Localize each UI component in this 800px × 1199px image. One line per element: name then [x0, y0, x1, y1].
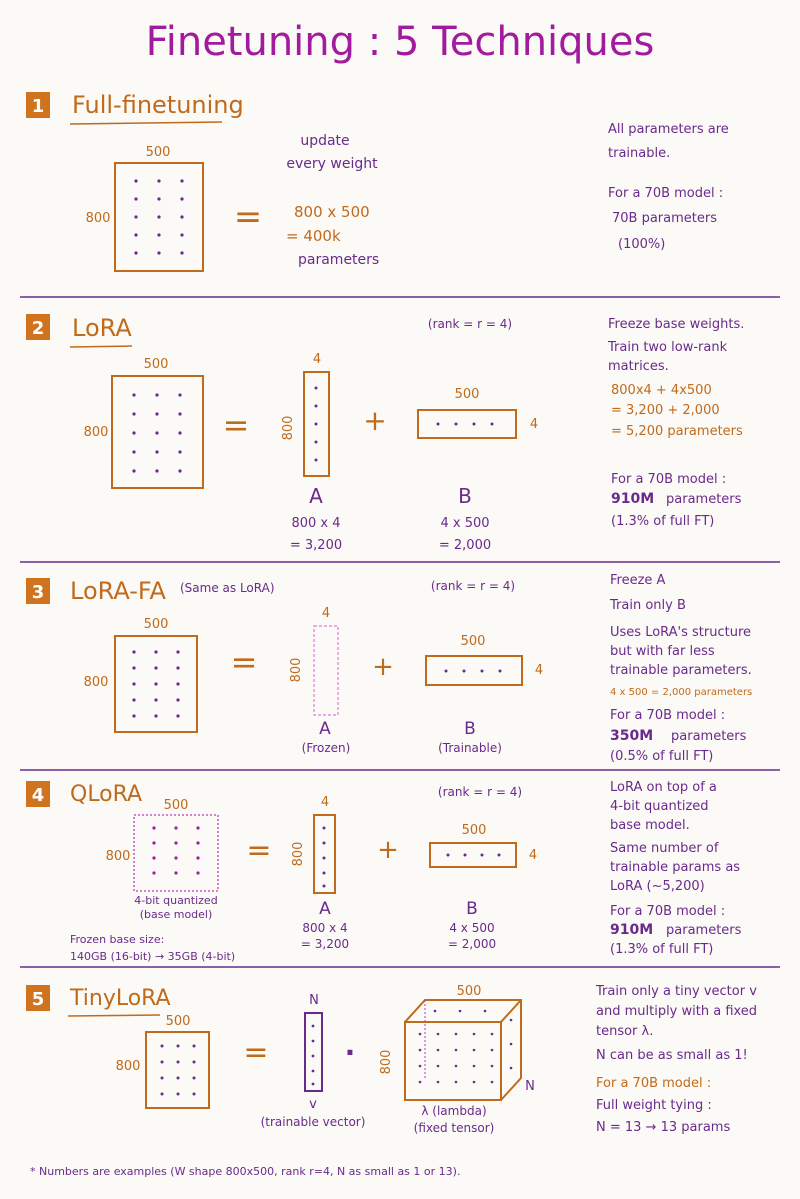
rank-note: (rank = r = 4) [427, 317, 513, 331]
A-label: A [309, 484, 323, 508]
matrix-dots [132, 650, 179, 717]
matrix-A-frozen [314, 626, 338, 715]
matrix-caption-1: 4-bit quantized [134, 894, 218, 907]
matrix-dots [152, 826, 199, 874]
A-calc-1: 800 x 4 [291, 516, 341, 531]
note-2: Train only B [610, 598, 686, 613]
note-9: parameters [666, 923, 742, 938]
section-qlora [26, 780, 742, 963]
A-caption: (Frozen) [301, 741, 351, 755]
vector-v-dots [312, 1025, 315, 1086]
B-label: B [458, 484, 472, 508]
B-top-label: 500 [454, 387, 480, 402]
matrix-B [430, 843, 516, 867]
note-1: All parameters are [608, 122, 729, 137]
B-calc-2: = 2,000 [438, 538, 492, 553]
section-number: 2 [31, 318, 45, 339]
note-4: 800x4 + 4x500 [611, 383, 712, 398]
note-7: For a 70B model : [610, 904, 726, 919]
matrix-rows-label: 800 [83, 425, 109, 440]
section-number: 3 [31, 582, 45, 603]
note-5: = 3,200 + 2,000 [611, 403, 720, 418]
section-name: TinyLoRA [70, 986, 171, 1011]
lambda-label: λ (lambda) [421, 1104, 487, 1118]
matrix-B-dots [445, 670, 502, 673]
A-label: A [319, 719, 331, 739]
note-4: but with far less [610, 644, 715, 659]
frozen-size-value: 140GB (16-bit) → 35GB (4-bit) [70, 950, 236, 963]
section-lora-fa [26, 573, 752, 764]
matrix-dots [161, 1045, 196, 1096]
B-caption: (Trainable) [438, 741, 502, 755]
matrix-cols-label: 500 [145, 145, 171, 160]
rank-note: (rank = r = 4) [437, 785, 523, 799]
B-top-label: 500 [461, 823, 487, 838]
section-subtitle: (Same as LoRA) [180, 581, 275, 595]
mid-line-5: parameters [298, 252, 380, 268]
note-5: trainable params as [610, 860, 741, 875]
matrix-B [426, 656, 522, 685]
mid-line-4: = 400k [286, 227, 341, 245]
equals-sign: = [243, 1035, 269, 1070]
note-10: (1.3% of full FT) [610, 942, 714, 957]
matrix-caption-2: (base model) [139, 908, 213, 921]
v-caption: (trainable vector) [260, 1115, 366, 1129]
section-number: 5 [31, 989, 45, 1010]
A-calc-2: = 3,200 [300, 937, 350, 951]
note-5: For a 70B model : [596, 1076, 712, 1091]
note-10: (1.3% of full FT) [611, 514, 715, 529]
equals-sign: = [222, 406, 250, 444]
plus-sign: + [377, 835, 399, 865]
A-calc-1: 800 x 4 [302, 921, 348, 935]
v-label: v [309, 1097, 317, 1112]
mid-line-1: update [300, 133, 350, 149]
note-8: 910M [611, 491, 655, 507]
B-top-label: 500 [460, 634, 486, 649]
matrix-cols-label: 500 [163, 798, 189, 813]
frozen-size-label: Frozen base size: [70, 933, 165, 946]
note-1: Freeze base weights. [608, 317, 745, 332]
B-side-label: 4 [534, 663, 544, 678]
note-4: 70B parameters [612, 211, 717, 226]
matrix-A-dots [315, 387, 318, 462]
matrix-B-dots [447, 854, 501, 857]
note-2: Train two low-rank [608, 340, 728, 355]
section-lora [26, 314, 744, 553]
note-3: tensor λ. [596, 1024, 654, 1039]
lambda-depth-label: N [525, 1079, 535, 1094]
note-10: (0.5% of full FT) [610, 749, 714, 764]
footnote: * Numbers are examples (W shape 800x500, rank r=4, N as small as 1 or 13). [30, 1165, 461, 1178]
section-tinylora [26, 984, 757, 1135]
B-label: B [466, 899, 478, 919]
name-underline [70, 346, 132, 347]
note-5: trainable parameters. [610, 663, 752, 678]
A-label: A [319, 899, 331, 919]
A-top-label: 4 [321, 606, 331, 621]
B-calc-1: 4 x 500 [440, 516, 490, 531]
page-title: Finetuning : 5 Techniques [145, 19, 655, 65]
matrix-dots [134, 179, 183, 254]
B-calc-1: 4 x 500 [449, 921, 495, 935]
note-6: LoRA (~5,200) [610, 879, 705, 894]
matrix-cols-label: 500 [143, 357, 169, 372]
section-name: LoRA-FA [70, 577, 166, 605]
note-2: trainable. [608, 146, 671, 161]
A-side-label: 800 [281, 415, 296, 441]
name-underline [68, 1015, 160, 1016]
lambda-tensor [405, 1000, 521, 1100]
note-1: Freeze A [610, 573, 666, 588]
section-name: Full-finetuning [72, 91, 244, 119]
section-name: QLoRA [70, 782, 143, 807]
matrix-dots [132, 393, 181, 472]
matrix-cols-label: 500 [165, 1014, 191, 1029]
A-top-label: 4 [320, 795, 330, 810]
note-4: Same number of [610, 841, 719, 856]
note-7: For a 70B model : [610, 708, 726, 723]
lambda-top-label: 500 [456, 984, 482, 999]
note-1: LoRA on top of a [610, 780, 717, 795]
note-1: Train only a tiny vector v [596, 984, 757, 999]
matrix-B-dots [437, 423, 494, 426]
note-2: 4-bit quantized [610, 799, 709, 814]
note-6: 4 x 500 = 2,000 parameters [610, 687, 753, 698]
mid-line-3: 800 x 500 [294, 203, 370, 221]
section-number: 4 [31, 785, 45, 806]
note-7: For a 70B model : [611, 472, 727, 487]
equals-sign: = [233, 197, 263, 237]
v-top-label: N [309, 993, 319, 1008]
section-number: 1 [31, 96, 45, 117]
note-9: parameters [666, 492, 742, 507]
note-2: and multiply with a fixed [596, 1004, 758, 1019]
B-calc-2: = 2,000 [447, 937, 497, 951]
B-side-label: 4 [529, 417, 539, 432]
note-3: For a 70B model : [608, 186, 724, 201]
plus-sign: + [372, 652, 394, 682]
equals-sign: = [246, 833, 272, 868]
name-underline [70, 122, 222, 124]
note-5: (100%) [618, 237, 666, 252]
matrix-rows-label: 800 [83, 675, 109, 690]
A-calc-2: = 3,200 [289, 538, 343, 553]
equals-sign: = [230, 643, 258, 681]
note-7: N = 13 → 13 params [596, 1120, 731, 1135]
section-full-finetuning [26, 91, 729, 271]
matrix-rows-label: 800 [105, 849, 131, 864]
lambda-caption: (fixed tensor) [413, 1121, 495, 1135]
B-label: B [464, 719, 476, 739]
A-side-label: 800 [291, 841, 306, 867]
note-8: 350M [610, 728, 654, 744]
lambda-side-label: 800 [379, 1049, 394, 1075]
matrix-B [418, 410, 516, 438]
note-3: matrices. [608, 359, 669, 374]
mid-line-2: every weight [286, 156, 378, 172]
B-side-label: 4 [528, 848, 538, 863]
plus-sign: + [363, 404, 387, 437]
matrix-rows-label: 800 [85, 211, 111, 226]
lambda-dots [419, 1010, 513, 1084]
matrix-A-dots [323, 827, 326, 888]
A-side-label: 800 [289, 657, 304, 683]
note-3: base model. [610, 818, 690, 833]
note-8: 910M [610, 922, 654, 938]
matrix-cols-label: 500 [143, 617, 169, 632]
section-name: LoRA [72, 314, 132, 342]
note-6: = 5,200 parameters [611, 424, 743, 439]
dot-operator: · [344, 1036, 356, 1069]
weight-matrix [146, 1032, 209, 1108]
note-9: parameters [671, 729, 747, 744]
note-4: N can be as small as 1! [596, 1048, 748, 1063]
rank-note: (rank = r = 4) [430, 579, 516, 593]
note-6: Full weight tying : [596, 1098, 712, 1113]
matrix-rows-label: 800 [115, 1059, 141, 1074]
A-top-label: 4 [312, 352, 322, 367]
note-3: Uses LoRA's structure [610, 625, 752, 640]
